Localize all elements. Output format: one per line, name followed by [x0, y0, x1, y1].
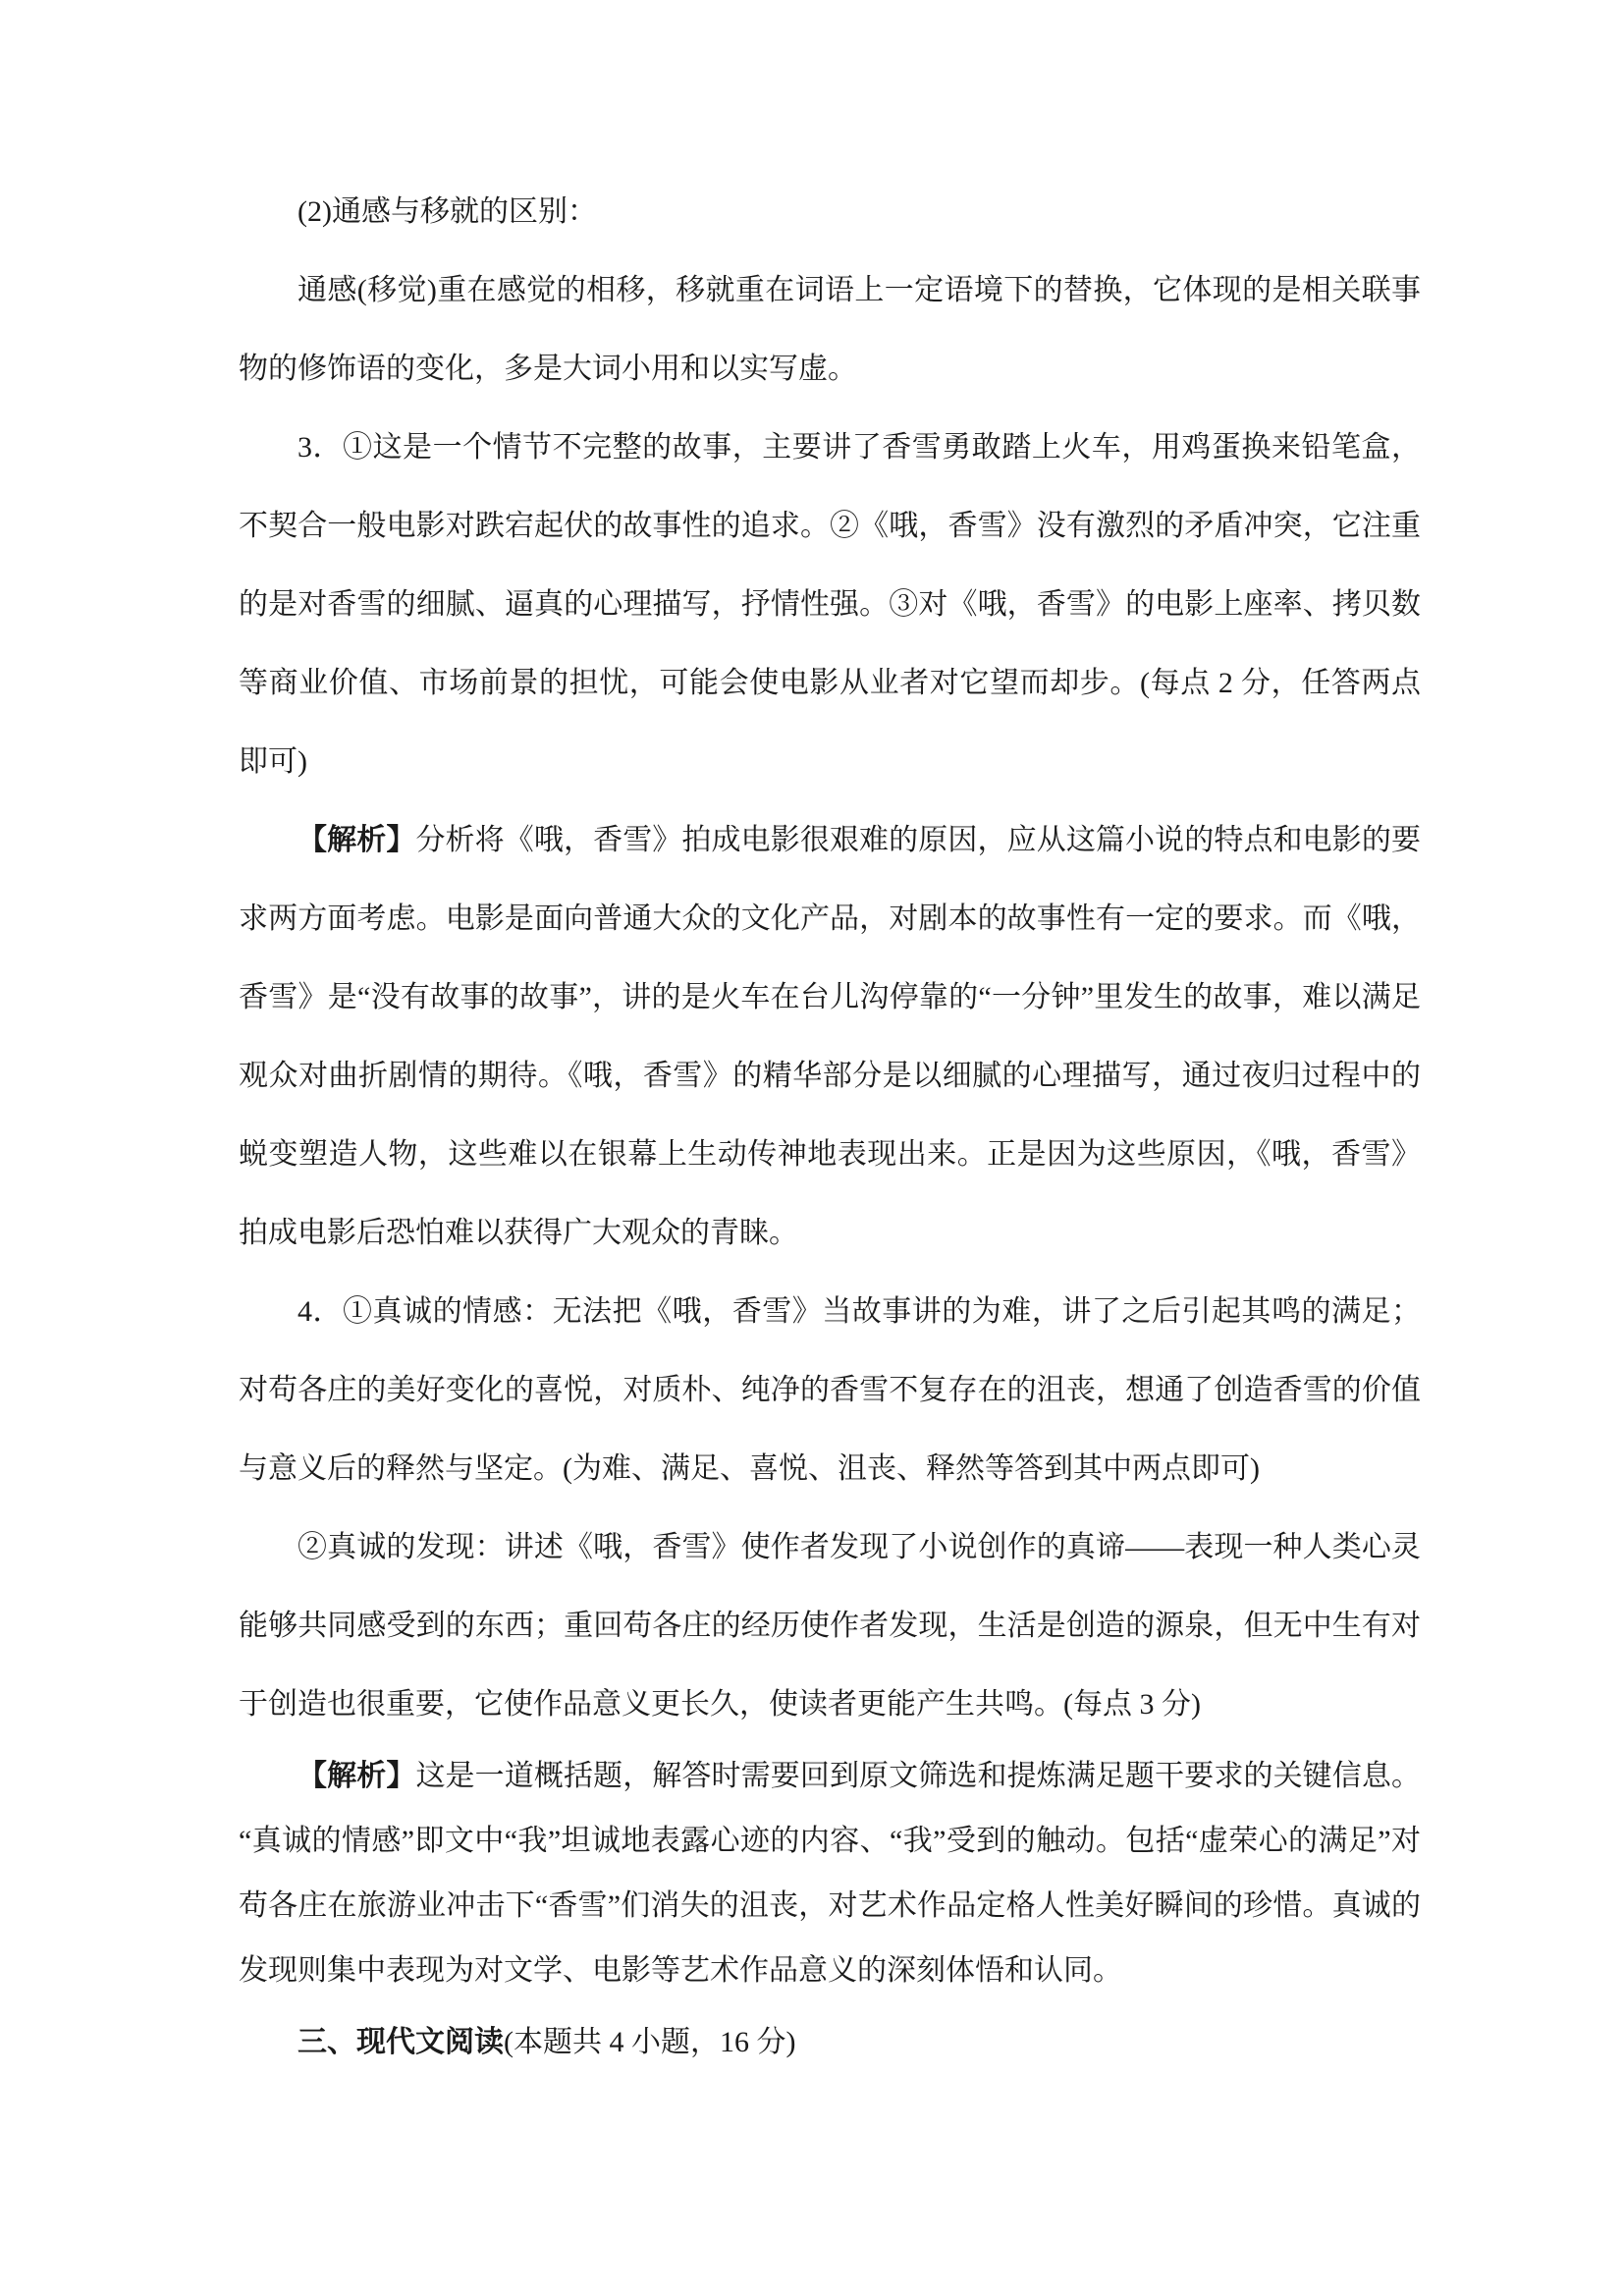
paragraph-answer-4-point-1	[239, 1273, 1421, 1508]
paragraph-text: 分析将《哦，香雪》拍成电影很艰难的原因，应从这篇小说的特点和电影的要求两方面考虑。电影是面向普通大众的文化产品，对剧本的故事性有一定的要求。而《哦，香雪》是“没有故事的故事”，讲的是火车在台儿沟停靠的“一分钟”里发生的故事，难以满足观众对曲折剧情的期待。《哦，香雪》的精华部分是以细腻的心理描写，通过夜归过程中的蜕变塑造人物，这些难以在银幕上生动传神地表现出来。正是因为这些原因，《哦，香雪》拍成电影后恐怕难以获得广大观众的青睐。	[239, 824, 1422, 1249]
analysis-label: 【解析】	[298, 824, 416, 856]
paragraph-text: 3．①这是一个情节不完整的故事，主要讲了香雪勇敢踏上火车，用鸡蛋换来铅笔盒，不契合一般电影对跌宕起伏的故事性的追求。②《哦，香雪》没有激烈的矛盾冲突，它注重的是对香雪的细腻、逼真的心理描写，抒情性强。③对《哦，香雪》的电影上座率、拷贝数等商业价值、市场前景的担忧，可能会使电影从业者对它望而却步。(每点 2 分，任答两点即可)	[239, 431, 1421, 778]
answer-key-content	[239, 173, 1421, 2082]
paragraph-text: 这是一道概括题，解答时需要回到原文筛选和提炼满足题干要求的关键信息。“真诚的情感”即文中“我”坦诚地表露心迹的内容、“我”受到的触动。包括“虚荣心的满足”对苟各庄在旅游业冲击下“香雪”们消失的沮丧，对艺术作品定格人性美好瞬间的珍惜。真诚的发现则集中表现为对文学、电影等艺术作品意义的深刻体悟和认同。	[239, 1760, 1422, 1987]
paragraph-answer-2-explanation	[239, 251, 1421, 409]
section-heading-modern-reading	[239, 2003, 1421, 2082]
paragraph-text: (2)通感与移就的区别：	[298, 195, 597, 228]
analysis-label: 【解析】	[298, 1760, 416, 1792]
paragraph-analysis-3	[239, 801, 1421, 1273]
paragraph-text: ②真诚的发现：讲述《哦，香雪》使作者发现了小说创作的真谛——表现一种人类心灵能够共同感受到的东西；重回苟各庄的经历使作者发现，生活是创造的源泉，但无中生有对于创造也很重要，它使作品意义更长久，使读者更能产生共鸣。(每点 3 分)	[239, 1531, 1421, 1721]
paragraph-text: 通感(移觉)重在感觉的相移，移就重在词语上一定语境下的替换，它体现的是相关联事物的修饰语的变化，多是大词小用和以实写虚。	[239, 274, 1421, 385]
section-heading-note: (本题共 4 小题，16 分)	[504, 2026, 796, 2058]
paragraph-text: 4．①真诚的情感：无法把《哦，香雪》当故事讲的为难，讲了之后引起其鸣的满足；对苟各庄的美好变化的喜悦，对质朴、纯净的香雪不复存在的沮丧，想通了创造香雪的价值与意义后的释然与坚定。(为难、满足、喜悦、沮丧、释然等答到其中两点即可)	[239, 1295, 1421, 1485]
paragraph-answer-2-difference	[239, 173, 1421, 251]
paragraph-answer-3	[239, 409, 1421, 801]
section-heading-title: 三、现代文阅读	[298, 2026, 504, 2058]
paragraph-analysis-4	[239, 1744, 1421, 2003]
paragraph-answer-4-point-2	[239, 1508, 1421, 1744]
